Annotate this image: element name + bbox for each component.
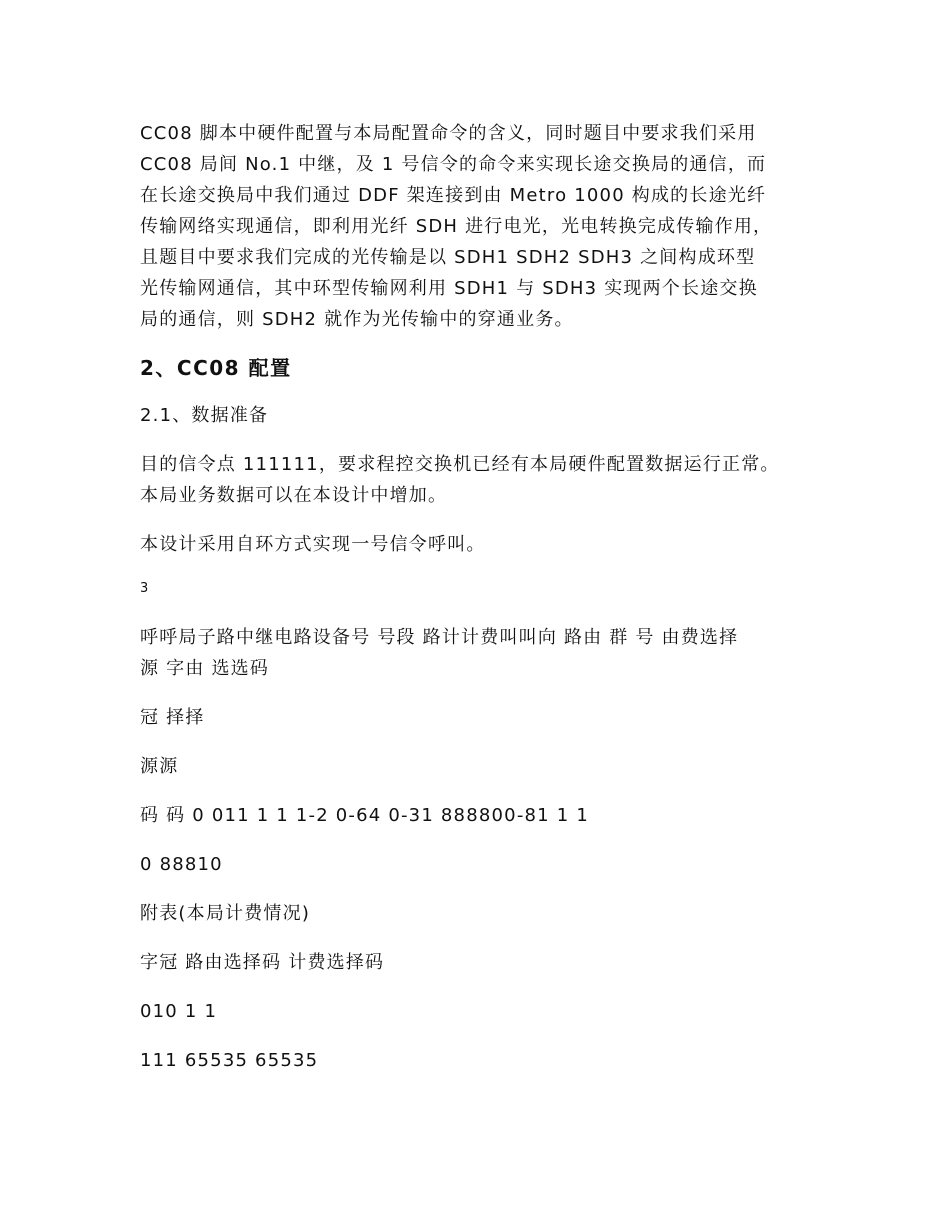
intro-paragraph [140,118,830,335]
intro-line-1: CC08 脚本中硬件配置与本局配置命令的含义，同时题目中要求我们采用 [140,123,757,144]
appendix-row-2: 111 65535 65535 [140,1050,319,1071]
intro-line-6: 光传输网通信，其中环型传输网利用 SDH1 与 SDH3 实现两个长途交换 [140,278,758,299]
loopback-paragraph: 本设计采用自环方式实现一号信令呼叫。 [140,534,486,555]
signal-point-line-1: 目的信令点 111111，要求程控交换机已经有本局硬件配置数据运行正常。 [140,454,780,475]
table-header-line-1: 呼呼局子路中继电路设备号 号段 路计计费叫叫向 路由 群 号 由费选择 [140,627,739,648]
intro-line-3: 在长途交换局中我们通过 DDF 架连接到由 Metro 1000 构成的长途光纤 [140,185,767,206]
table-header-line-2: 源 字由 选选码 [140,658,270,679]
intro-line-2: CC08 局间 No.1 中继，及 1 号信令的命令来实现长途交换局的通信，而 [140,154,767,175]
appendix-title: 附表(本局计费情况) [140,903,311,924]
signal-point-paragraph [140,449,830,511]
signal-point-line-2: 本局业务数据可以在本设计中增加。 [140,485,448,506]
page-marker: 3 [140,581,150,596]
table-text-row-2: 源源 [140,756,179,777]
intro-line-7: 局的通信，则 SDH2 就作为光传输中的穿通业务。 [140,309,574,330]
intro-line-5: 且题目中要求我们完成的光传输是以 SDH1 SDH2 SDH3 之间构成环型 [140,247,756,268]
table-header-text [140,622,830,684]
appendix-row-1: 010 1 1 [140,1001,218,1022]
table-text-row-1: 冠 择择 [140,707,205,728]
section-heading: 2、CC08 配置 [140,356,292,380]
table-text-row-4: 0 88810 [140,854,223,875]
document-page [140,118,830,1094]
appendix-header: 字冠 路由选择码 计费选择码 [140,952,385,973]
subsection-heading: 2.1、数据准备 [140,405,269,426]
intro-line-4: 传输网络实现通信，即利用光纤 SDH 进行电光，光电转换完成传输作用， [140,216,773,237]
table-text-row-3: 码 码 0 011 1 1 1-2 0-64 0-31 888800-81 1 1 [140,805,589,826]
